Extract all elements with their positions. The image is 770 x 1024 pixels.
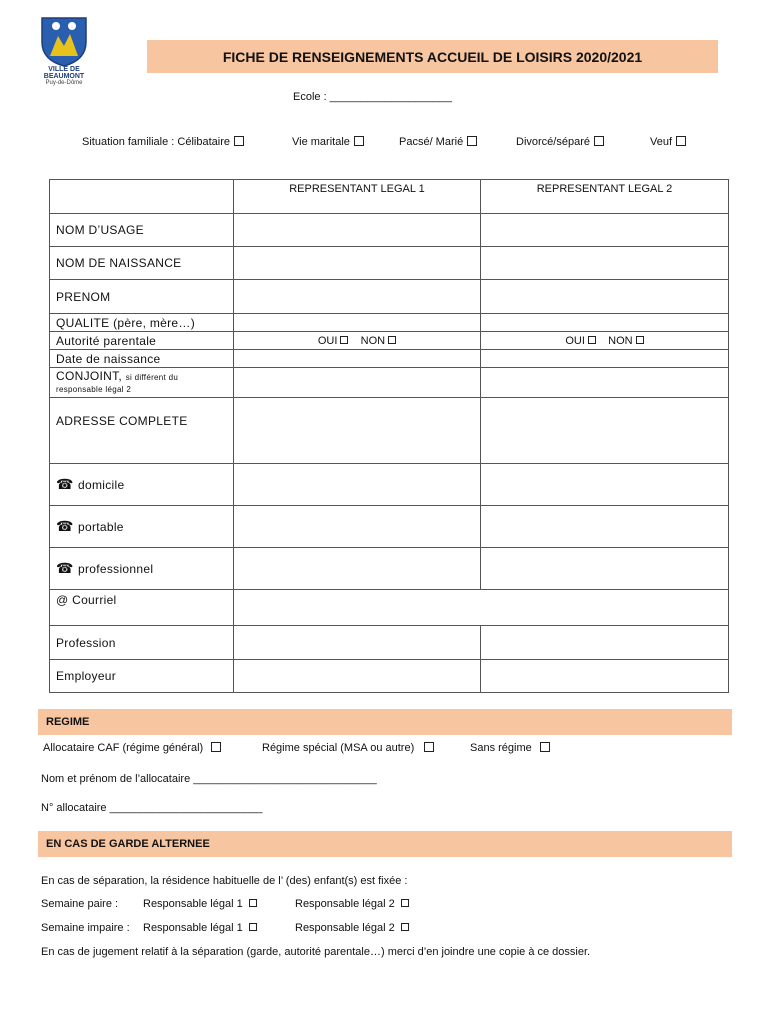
- input-portable-2[interactable]: [481, 506, 729, 548]
- option-veuf: Veuf: [650, 136, 673, 148]
- input-employeur-1[interactable]: [234, 660, 481, 693]
- regime-sans-label: Sans régime: [470, 742, 532, 754]
- ecole-field[interactable]: Ecole : ____________________: [293, 91, 453, 103]
- input-prenom-1[interactable]: [234, 280, 481, 314]
- logo-line-2: BEAUMONT: [43, 73, 85, 80]
- garde-section-title: EN CAS DE GARDE ALTERNEE: [38, 831, 732, 857]
- input-qualite-2[interactable]: [481, 314, 729, 332]
- label-professionnel: [50, 548, 234, 590]
- table-row: [50, 280, 729, 314]
- regime-option-caf: [43, 742, 221, 754]
- professionnel-label: professionnel: [78, 562, 154, 576]
- impaire-resp2-label: Responsable légal 2: [295, 922, 395, 934]
- logo-line-1: VILLE DE: [48, 66, 80, 73]
- telephone-icon: ☎: [56, 518, 74, 534]
- jugement-note: En cas de jugement relatif à la séparation (garde, autorité parentale…) merci d’en joindre une copie à ce dossier.: [41, 946, 591, 958]
- checkbox-paire-resp1[interactable]: [249, 899, 257, 907]
- table-row: [50, 506, 729, 548]
- input-qualite-1[interactable]: [234, 314, 481, 332]
- input-prenom-2[interactable]: [481, 280, 729, 314]
- checkbox-oui-1[interactable]: [340, 336, 348, 344]
- paire-resp2-label: Responsable légal 2: [295, 898, 395, 910]
- regime-caf-label: Allocataire CAF (régime général): [43, 742, 204, 754]
- representants-table: [49, 179, 729, 693]
- nom-allocataire-field[interactable]: Nom et prénom de l’allocataire ______________________________: [41, 773, 377, 785]
- checkbox-divorce-separe[interactable]: [594, 136, 604, 146]
- regime-option-special: [262, 742, 434, 754]
- logo-line-3: Puy-de-Dôme: [45, 80, 83, 86]
- telephone-icon: ☎: [56, 476, 74, 492]
- table-row: [50, 398, 729, 464]
- conjoint-note: si différent du responsable légal 2: [56, 372, 179, 394]
- table-row: [50, 247, 729, 280]
- label-nom-naissance: NOM DE NAISSANCE: [50, 247, 234, 280]
- form-title: FICHE DE RENSEIGNEMENTS ACCUEIL DE LOISIRS 2020/2021: [147, 40, 718, 73]
- checkbox-regime-special[interactable]: [424, 742, 434, 752]
- non-label: NON: [360, 334, 386, 347]
- input-employeur-2[interactable]: [481, 660, 729, 693]
- input-nom-usage-2[interactable]: [481, 214, 729, 247]
- input-date-naissance-1[interactable]: [234, 350, 481, 368]
- numero-allocataire-field[interactable]: N° allocataire _________________________: [41, 802, 263, 814]
- oui-label: OUI: [317, 334, 338, 347]
- input-domicile-1[interactable]: [234, 464, 481, 506]
- portable-label: portable: [78, 520, 124, 534]
- checkbox-regime-sans[interactable]: [540, 742, 550, 752]
- header-representant-2: REPRESENTANT LEGAL 2: [481, 180, 729, 214]
- paire-resp2: [295, 898, 409, 910]
- semaine-impaire-label: Semaine impaire :: [41, 922, 130, 934]
- input-adresse-2[interactable]: [481, 398, 729, 464]
- input-conjoint-1[interactable]: [234, 368, 481, 398]
- label-nom-usage: NOM D’USAGE: [50, 214, 234, 247]
- table-row: [50, 590, 729, 626]
- input-professionnel-2[interactable]: [481, 548, 729, 590]
- table-row: [50, 332, 729, 350]
- input-courriel[interactable]: [234, 590, 729, 626]
- table-row: [50, 626, 729, 660]
- regime-special-label: Régime spécial (MSA ou autre): [262, 742, 415, 754]
- garde-intro: En cas de séparation, la résidence habituelle de l’ (des) enfant(s) est fixée :: [41, 875, 408, 887]
- table-corner: [50, 180, 234, 214]
- non-label: NON: [608, 334, 633, 347]
- label-portable: [50, 506, 234, 548]
- label-adresse: ADRESSE COMPLETE: [50, 398, 234, 464]
- input-domicile-2[interactable]: [481, 464, 729, 506]
- table-row: [50, 660, 729, 693]
- label-date-naissance: Date de naissance: [50, 350, 234, 368]
- autorite-choice-1: [234, 332, 481, 350]
- input-nom-naissance-2[interactable]: [481, 247, 729, 280]
- checkbox-vie-maritale[interactable]: [354, 136, 364, 146]
- paire-resp1-label: Responsable légal 1: [143, 898, 243, 910]
- paire-resp1: [143, 898, 257, 910]
- coat-of-arms-icon: [36, 16, 92, 68]
- input-conjoint-2[interactable]: [481, 368, 729, 398]
- table-row: [50, 368, 729, 398]
- input-date-naissance-2[interactable]: [481, 350, 729, 368]
- table-row: [50, 350, 729, 368]
- impaire-resp2: [295, 922, 409, 934]
- label-employeur: Employeur: [50, 660, 234, 693]
- impaire-resp1-label: Responsable légal 1: [143, 922, 243, 934]
- table-row: [50, 464, 729, 506]
- regime-option-sans: [470, 742, 550, 754]
- impaire-resp1: [143, 922, 257, 934]
- option-pacse-marie: Pacsé/ Marié: [399, 136, 464, 148]
- checkbox-oui-2[interactable]: [588, 336, 596, 344]
- checkbox-paire-resp2[interactable]: [401, 899, 409, 907]
- conjoint-label: CONJOINT,: [56, 368, 123, 383]
- telephone-icon: ☎: [56, 560, 74, 576]
- option-vie-maritale: Vie maritale: [292, 136, 350, 148]
- checkbox-veuf[interactable]: [676, 136, 686, 146]
- table-row: [50, 314, 729, 332]
- domicile-label: domicile: [78, 478, 125, 492]
- checkbox-impaire-resp1[interactable]: [249, 923, 257, 931]
- label-profession: Profession: [50, 626, 234, 660]
- checkbox-regime-caf[interactable]: [211, 742, 221, 752]
- input-portable-1[interactable]: [234, 506, 481, 548]
- regime-section-title: REGIME: [38, 709, 732, 735]
- label-autorite-parentale: Autorité parentale: [50, 332, 234, 350]
- checkbox-pacse-marie[interactable]: [467, 136, 477, 146]
- logo-caption: [36, 66, 92, 87]
- table-header-row: [50, 180, 729, 214]
- label-prenom: PRENOM: [50, 280, 234, 314]
- checkbox-non-1[interactable]: [388, 336, 396, 344]
- label-qualite: QUALITE (père, mère…): [50, 314, 234, 332]
- table-row: [50, 214, 729, 247]
- semaine-paire-label: Semaine paire :: [41, 898, 119, 910]
- oui-label: OUI: [565, 334, 585, 347]
- label-courriel: @ Courriel: [50, 590, 234, 626]
- input-nom-naissance-1[interactable]: [234, 247, 481, 280]
- option-divorce-separe: Divorcé/séparé: [516, 136, 590, 148]
- input-profession-2[interactable]: [481, 626, 729, 660]
- checkbox-impaire-resp2[interactable]: [401, 923, 409, 931]
- autorite-choice-2: [481, 332, 729, 350]
- header-representant-1: REPRESENTANT LEGAL 1: [234, 180, 481, 214]
- checkbox-non-2[interactable]: [636, 336, 644, 344]
- situation-label: Situation familiale :: [82, 136, 175, 148]
- label-domicile: [50, 464, 234, 506]
- input-professionnel-1[interactable]: [234, 548, 481, 590]
- label-conjoint: [50, 368, 234, 398]
- option-celibataire: Célibataire: [177, 136, 230, 148]
- input-nom-usage-1[interactable]: [234, 214, 481, 247]
- input-adresse-1[interactable]: [234, 398, 481, 464]
- input-profession-1[interactable]: [234, 626, 481, 660]
- checkbox-celibataire[interactable]: [234, 136, 244, 146]
- table-row: [50, 548, 729, 590]
